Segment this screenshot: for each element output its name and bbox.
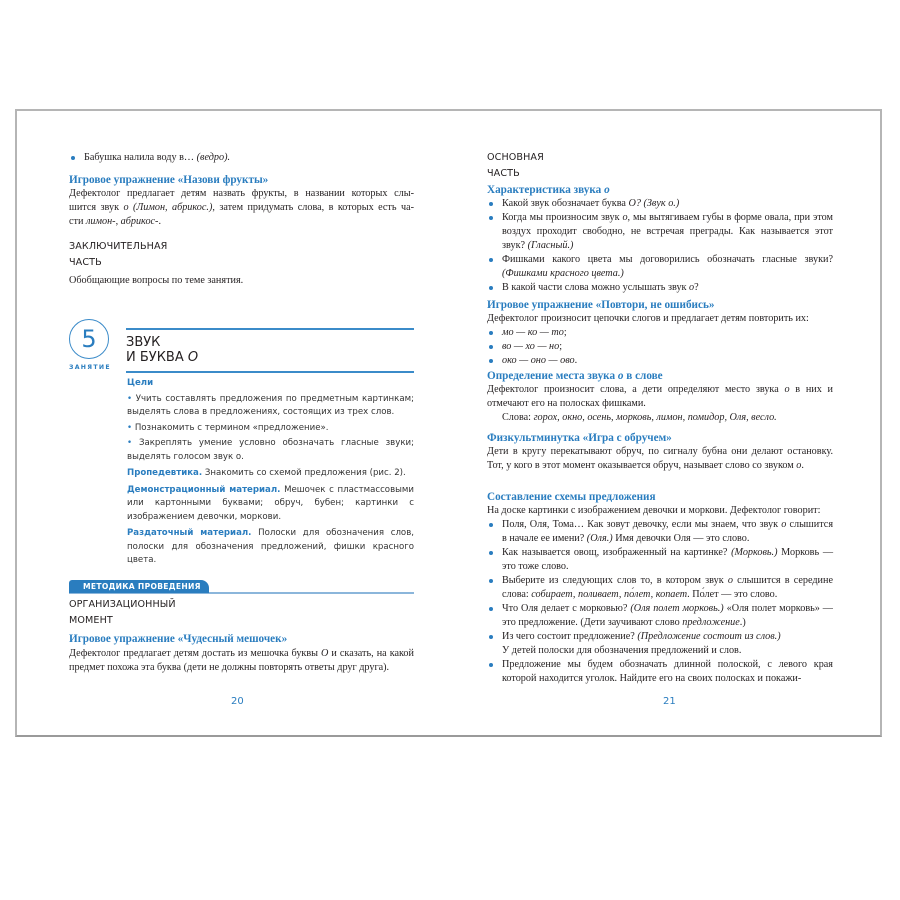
list-item: Предложение мы будем обозначать длинной полоской, с левого края которой находится уголок. Найдите его на своих полосках и покажи-	[487, 658, 833, 686]
hoop-heading: Физкультминутка «Игра с обручем»	[487, 432, 672, 444]
goal-item: • Познакомить с термином «предложение».	[127, 422, 329, 433]
list-item: мо — ко — то;	[487, 326, 837, 340]
bag-text: Дефектолог предлагает детям достать из мешочка буквы О и сказать, на какой предмет похожа эта буква (дети не должны повторять ответы друг друга).	[69, 648, 414, 673]
final-part-heading: ЗАКЛЮЧИТЕЛЬНАЯ ЧАСТЬ	[69, 241, 168, 268]
lesson-goals	[127, 377, 414, 568]
scheme-block: На доске картинки с изображением девочки и моркови. Дефектолог говорит: Поля, Оля, Тома… Как зовут девочку, если мы знаем, что звук о слышится в начале ее имени? (Оля.) Имя девочки Оля — это слово. Как называется овощ, изображенный на картинке? (Морковь.) Морковь — это тоже слово. Выберите из следующих слов то, в котором звук о слышится в середине слова: собирает, поливает, по́лет, копает. По́лет — это слово. Что Оля делает с морковью? (Оля полет морковь.) «Оля полет морковь» — это предложение. (Дети заучивают слово предложение.) Из чего состоит предложение? (Предложение состоит из слов.) У детей полоски для обозначения предложений и слов. Предложение мы будем обозначать длинной полоской, с левого края которой находится уголок. Найдите его на своих полосках и покажи-	[487, 505, 834, 684]
page-number-right: 21	[663, 696, 676, 707]
lesson-badge	[69, 319, 114, 371]
list-item: око — оно — ово.	[487, 354, 837, 368]
fruits-heading: Игровое упражнение «Назови фрукты»	[69, 174, 269, 186]
list-item: В какой части слова можно услышать звук о?	[487, 281, 833, 295]
list-item: Поля, Оля, Тома… Как зовут девочку, если мы знаем, что звук о слышится в начале ее имени? (Оля.) Имя девочки Оля — это слово.	[487, 518, 833, 546]
list-item: Бабушка налила воду в… (ведро).	[69, 151, 434, 165]
goal-item: • Учить составлять предложения по предметным картинкам; выделять слова в предложениях, состоящих из трех слов.	[127, 393, 414, 417]
scheme-heading: Составление схемы предложения	[487, 491, 656, 503]
org-moment-heading: ОРГАНИЗАЦИОННЫЙ МОМЕНТ	[69, 599, 176, 626]
final-part-text: Обобщающие вопросы по теме занятия.	[69, 275, 244, 286]
method-section-tab	[69, 580, 414, 594]
list-item: Какой звук обозначает буква О? (Звук о.)	[487, 197, 833, 211]
place-text: Дефектолог произносит слова, а дети определяют место звука о в них и отмечают его на полосках фишками. Слова: горох, окно, осень, морковь, лимон, помидор, Оля, весло.	[487, 384, 834, 423]
method-tab-label: МЕТОДИКА ПРОВЕДЕНИЯ	[69, 580, 209, 593]
book-spread	[15, 109, 882, 737]
lesson-title-box	[126, 328, 414, 373]
lesson-label: ЗАНЯТИЕ	[69, 364, 111, 371]
fruits-text: Дефектолог предлагает детям назвать фрукты, в названии которых слы- шится звук о (Лимон, абрикос.), затем придумать слова, в которых есть ча- сти лимон-, абрикос-.	[69, 188, 414, 227]
propaedeutics: Пропедевтика. Знакомить со схемой предложения (рис. 2).	[127, 468, 406, 478]
lesson-title-line1: ЗВУК	[126, 335, 161, 350]
bag-heading: Игровое упражнение «Чудесный мешочек»	[69, 633, 288, 645]
list-item: Фишками какого цвета мы договорились обозначать гласные звуки? (Фишками красного цвета.)	[487, 253, 833, 281]
lesson-title-line2: И БУКВА О	[126, 350, 199, 365]
list-item: Выберите из следующих слов то, в котором звук о слышится в середине слова: собирает, поливает, по́лет, копает. По́лет — это слово.	[487, 574, 833, 602]
goals-heading: Цели	[127, 378, 154, 388]
list-item: Из чего состоит предложение? (Предложение состоит из слов.)	[487, 630, 833, 644]
goal-item: • Закреплять умение условно обозначать гласные звуки; выделять голосом звук о.	[127, 438, 414, 462]
sound-char-list	[487, 197, 833, 295]
hoop-text: Дети в кругу перекатывают обруч, по сигналу бубна они делают остановку. Тот, у кого в этот момент оказывается обруч, называет слово со звуком о.	[487, 446, 833, 471]
handout-material: Раздаточный материал. Полоски для обозначения слов, полоски для обозначения предложений, фишки красного цвета.	[127, 528, 414, 565]
page-left	[69, 111, 429, 707]
list-item: во — хо — но;	[487, 340, 837, 354]
list-item: Как называется овощ, изображенный на картинке? (Морковь.) Морковь — это тоже слово.	[487, 546, 833, 574]
demo-material: Демонстрационный материал. Мешочек с пластмассовыми или картонными буквами; обруч, бубен; картинки с изображением девочки, моркови.	[127, 484, 414, 522]
list-item: Когда мы произносим звук о, мы вытягиваем губы в форме овала, при этом воздух проходит свободно, не встречая преграды. Как называется этот звук? (Гласный.)	[487, 211, 833, 253]
place-heading: Определение места звука о в слове	[487, 370, 663, 382]
main-part-heading: ОСНОВНАЯ ЧАСТЬ	[487, 152, 544, 179]
repeat-heading: Игровое упражнение «Повтори, не ошибись»	[487, 299, 715, 311]
list-item: Что Оля делает с морковью? (Оля полет морковь.) «Оля полет морковь» — это предложение. (Дети заучивают слово предложение.)	[487, 602, 833, 630]
repeat-block: Дефектолог произносит цепочки слогов и предлагает детям повторить их: мо — ко — то; во — хо — но; око — оно — ово.	[487, 312, 837, 368]
sound-char-heading: Характеристика звука о	[487, 184, 610, 196]
lesson-number: 5	[69, 319, 109, 359]
page-number-left: 20	[231, 696, 244, 707]
